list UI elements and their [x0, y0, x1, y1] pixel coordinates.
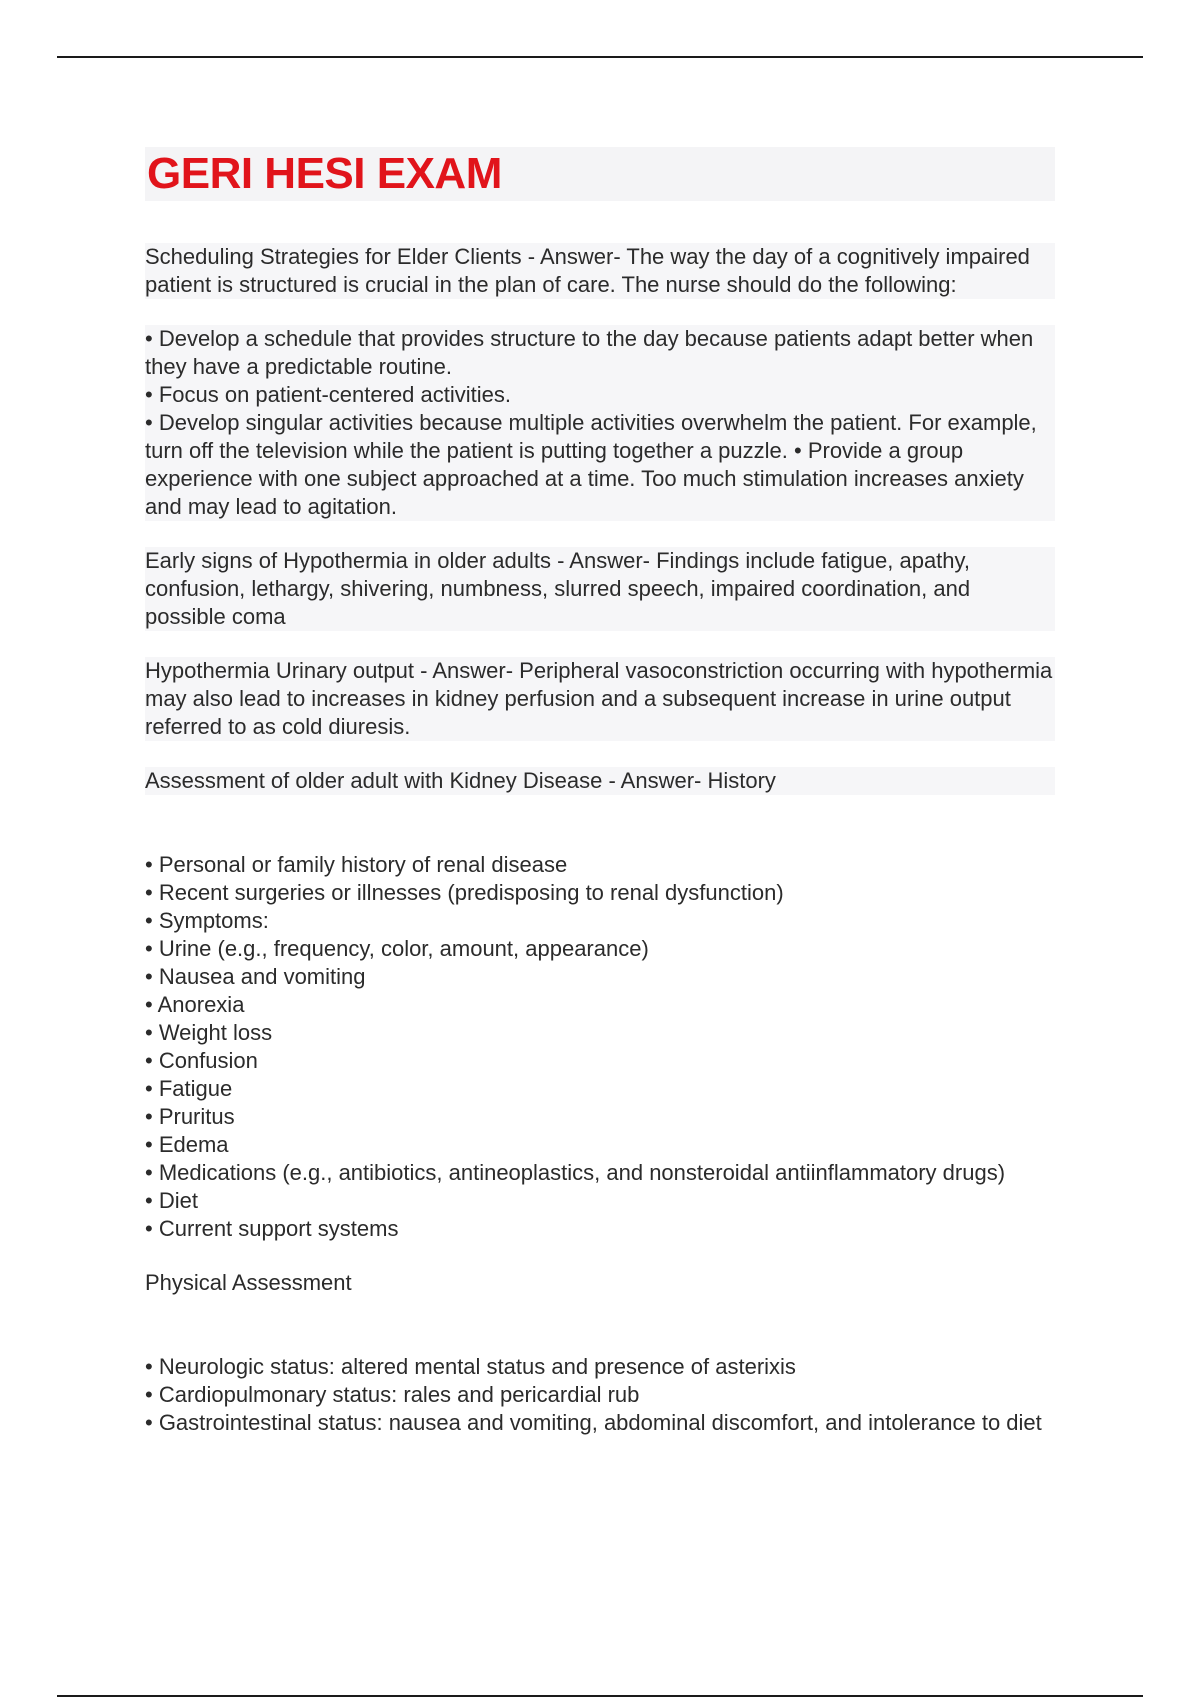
- list-item: • Nausea and vomiting: [145, 964, 366, 989]
- page-title: GERI HESI EXAM: [145, 147, 1055, 201]
- physical-list: [145, 1353, 1055, 1437]
- list-item: • Gastrointestinal status: nausea and vomiting, abdominal discomfort, and intolerance to diet: [145, 1410, 1042, 1435]
- list-item: • Symptoms:: [145, 908, 269, 933]
- paragraph-hypothermia-signs: Early signs of Hypothermia in older adults - Answer- Findings include fatigue, apathy, confusion, lethargy, shivering, numbness, slurred speech, impaired coordination, and possible coma: [145, 547, 1055, 631]
- history-list: [145, 851, 1055, 1243]
- list-item: • Medications (e.g., antibiotics, antineoplastics, and nonsteroidal antiinflammatory drugs): [145, 1160, 1006, 1185]
- list-item: • Weight loss: [145, 1020, 273, 1045]
- scheduling-bullets: [145, 325, 1055, 521]
- list-item: • Focus on patient-centered activities.: [145, 382, 511, 407]
- list-item: • Recent surgeries or illnesses (predisposing to renal dysfunction): [145, 880, 784, 905]
- list-item: • Pruritus: [145, 1104, 235, 1129]
- list-item: • Neurologic status: altered mental status and presence of asterixis: [145, 1354, 796, 1379]
- list-item: • Fatigue: [145, 1076, 233, 1101]
- list-item: • Cardiopulmonary status: rales and pericardial rub: [145, 1382, 640, 1407]
- list-item: • Develop singular activities because multiple activities overwhelm the patient. For example, turn off the television while the patient is putting together a puzzle. • Provide a group experience with one subject approached at a time. Too much stimulation increases anxiety and may lead to agitation.: [145, 410, 1037, 519]
- section-heading-physical-assessment: Physical Assessment: [145, 1270, 352, 1295]
- bottom-rule: [57, 1695, 1143, 1697]
- list-item: • Current support systems: [145, 1216, 399, 1241]
- list-item: • Edema: [145, 1132, 229, 1157]
- list-item: • Confusion: [145, 1048, 258, 1073]
- document-body: [145, 147, 1059, 1437]
- top-rule: [57, 56, 1143, 58]
- list-item: • Personal or family history of renal disease: [145, 852, 568, 877]
- list-item: • Anorexia: [145, 992, 245, 1017]
- paragraph-kidney-assessment: Assessment of older adult with Kidney Disease - Answer- History: [145, 767, 1055, 795]
- paragraph-hypothermia-urinary: Hypothermia Urinary output - Answer- Peripheral vasoconstriction occurring with hypothermia may also lead to increases in kidney perfusion and a subsequent increase in urine output referred to as cold diuresis.: [145, 658, 1059, 739]
- list-item: • Urine (e.g., frequency, color, amount, appearance): [145, 936, 649, 961]
- list-item: • Diet: [145, 1188, 198, 1213]
- paragraph-scheduling-strategies: Scheduling Strategies for Elder Clients - Answer- The way the day of a cognitively impaired patient is structured is crucial in the plan of care. The nurse should do the following:: [145, 243, 1055, 299]
- list-item: • Develop a schedule that provides structure to the day because patients adapt better when they have a predictable routine.: [145, 326, 1034, 379]
